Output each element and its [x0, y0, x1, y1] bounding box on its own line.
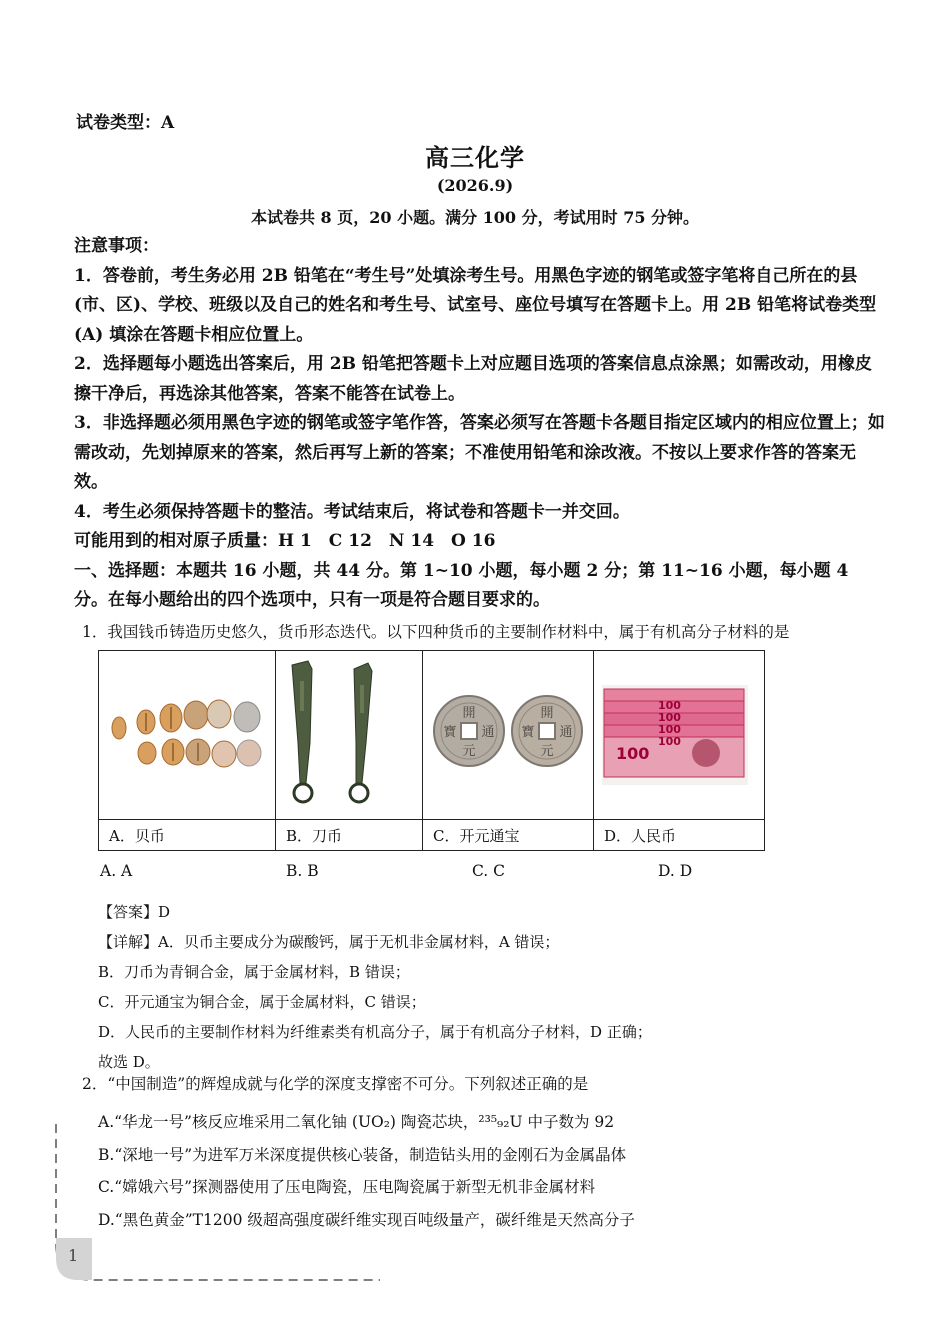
q2-option-d: D.“黑色黄金”T1200 级超高强度碳纤维实现百吨级量产，碳纤维是天然高分子 — [98, 1210, 635, 1229]
q1-option-d: D. D — [658, 862, 693, 880]
note-item-2: 2．选择题每小题选出答案后，用 2B 铅笔把答题卡上对应题目选项的答案信息点涂黑；如需改动，用橡皮擦干净后，再选涂其他答案，答案不能答在试卷上。 — [74, 354, 872, 404]
caption-b: B．刀币 — [276, 820, 423, 851]
q1-option-b: B. B — [286, 862, 319, 880]
question-1-stem: 1．我国钱币铸造历史悠久，货币形态迭代。以下四种货币的主要制作材料中，属于有机高分子材料的是 — [82, 623, 790, 641]
paper-type: 试卷类型：A — [76, 113, 175, 133]
q1-explain-5: 故选 D。 — [98, 1053, 160, 1071]
banknote-value-3: 100 — [658, 723, 681, 736]
q2-option-b: B.“深地一号”为进军万米深度提供核心装备，制造钻头用的金刚石为金属晶体 — [98, 1145, 627, 1164]
q1-option-a: A. A — [100, 862, 133, 880]
rmb-illustration — [594, 651, 764, 815]
page-corner-decoration — [0, 1120, 400, 1290]
page-title: 高三化学 — [425, 143, 525, 172]
banknote-value-1: 100 — [658, 699, 681, 712]
q1-explain-2: B．刀币为青铜合金，属于金属材料，B 错误； — [98, 963, 410, 981]
coin-char-left: 寶 — [443, 725, 457, 740]
notes-section — [74, 232, 886, 616]
exam-info: 本试卷共 8 页，20 小题。满分 100 分，考试用时 75 分钟。 — [250, 208, 700, 227]
note-item-4: 4．考生必须保持答题卡的整洁。考试结束后，将试卷和答题卡一并交回。 — [74, 501, 630, 522]
q1-option-c: C. C — [472, 862, 506, 880]
banknote-value-2: 100 — [658, 711, 681, 724]
notes-heading: 注意事项： — [74, 236, 159, 256]
coin-char-top: 開 — [462, 706, 476, 721]
q1-explain-3: C．开元通宝为铜合金，属于金属材料，C 错误； — [98, 993, 426, 1011]
rmb-image — [594, 651, 765, 820]
banknote-value-5: 100 — [616, 744, 650, 763]
q1-answer-block — [98, 897, 652, 1077]
question-2-stem: 2．“中国制造”的辉煌成就与化学的深度支撑密不可分。下列叙述正确的是 — [82, 1075, 589, 1093]
banknote-value-4: 100 — [658, 735, 681, 748]
coin2-char-left: 寶 — [521, 725, 535, 740]
kaiyuan-coin-illustration — [423, 651, 593, 815]
exam-date: (2026.9) — [436, 176, 514, 195]
section-heading: 一、选择题：本题共 16 小题，共 44 分。第 1~10 小题，每小题 2 分；第 11~16 小题，每小题 4 分。在每小题给出的四个选项中，只有一项是符合题目要求的。 — [74, 560, 849, 610]
page-number: 1 — [68, 1246, 79, 1265]
note-item-1: 1．答卷前，考生务必用 2B 铅笔在“考生号”处填涂考生号。用黑色字迹的钢笔或签字笔将自己所在的县(市、区)、学校、班级以及自己的姓名和考生号、试室号、座位号填写在答题卡上。用 2B 铅笔将试卷类型 (A) 填涂在答题卡相应位置上。 — [74, 265, 877, 345]
q1-explain-4: D．人民币的主要制作材料为纤维素类有机高分子，属于有机高分子材料，D 正确； — [98, 1023, 652, 1041]
q2-option-c: C.“嫦娥六号”探测器使用了压电陶瓷，压电陶瓷属于新型无机非金属材料 — [98, 1178, 596, 1196]
caption-a: A．贝币 — [99, 820, 276, 851]
note-item-3: 3．非选择题必须用黑色字迹的钢笔或签字笔作答，答案必须写在答题卡各题目指定区域内的相应位置上；如需改动，先划掉原来的答案，然后再写上新的答案；不准使用铅笔和涂改液。不按以上要求作答的答案无效。 — [74, 413, 885, 492]
q1-answer: 【答案】D — [98, 903, 171, 921]
q1-explain-1: 【详解】A．贝币主要成分为碳酸钙，属于无机非金属材料，A 错误； — [98, 933, 560, 951]
coin2-char-top: 開 — [540, 706, 554, 721]
coin-char-bottom: 元 — [462, 744, 476, 759]
caption-c: C．开元通宝 — [423, 820, 594, 851]
knife-money-illustration — [276, 651, 422, 815]
atomic-mass-line: 可能用到的相对原子质量：H 1 C 12 N 14 O 16 — [74, 531, 496, 551]
caption-d: D．人民币 — [594, 820, 765, 851]
knife-money-image — [276, 651, 423, 820]
shell-money-image — [99, 651, 276, 820]
q2-option-a: A.“华龙一号”核反应堆采用二氧化铀 (UO₂) 陶瓷芯块，²³⁵₉₂U 中子数为 92 — [98, 1113, 615, 1131]
coin2-char-right: 通 — [559, 725, 573, 740]
kaiyuan-coin-image — [423, 651, 594, 820]
coin-char-right: 通 — [481, 725, 495, 740]
coin2-char-bottom: 元 — [540, 744, 554, 759]
currency-table — [98, 650, 765, 851]
shell-money-illustration — [99, 651, 275, 815]
